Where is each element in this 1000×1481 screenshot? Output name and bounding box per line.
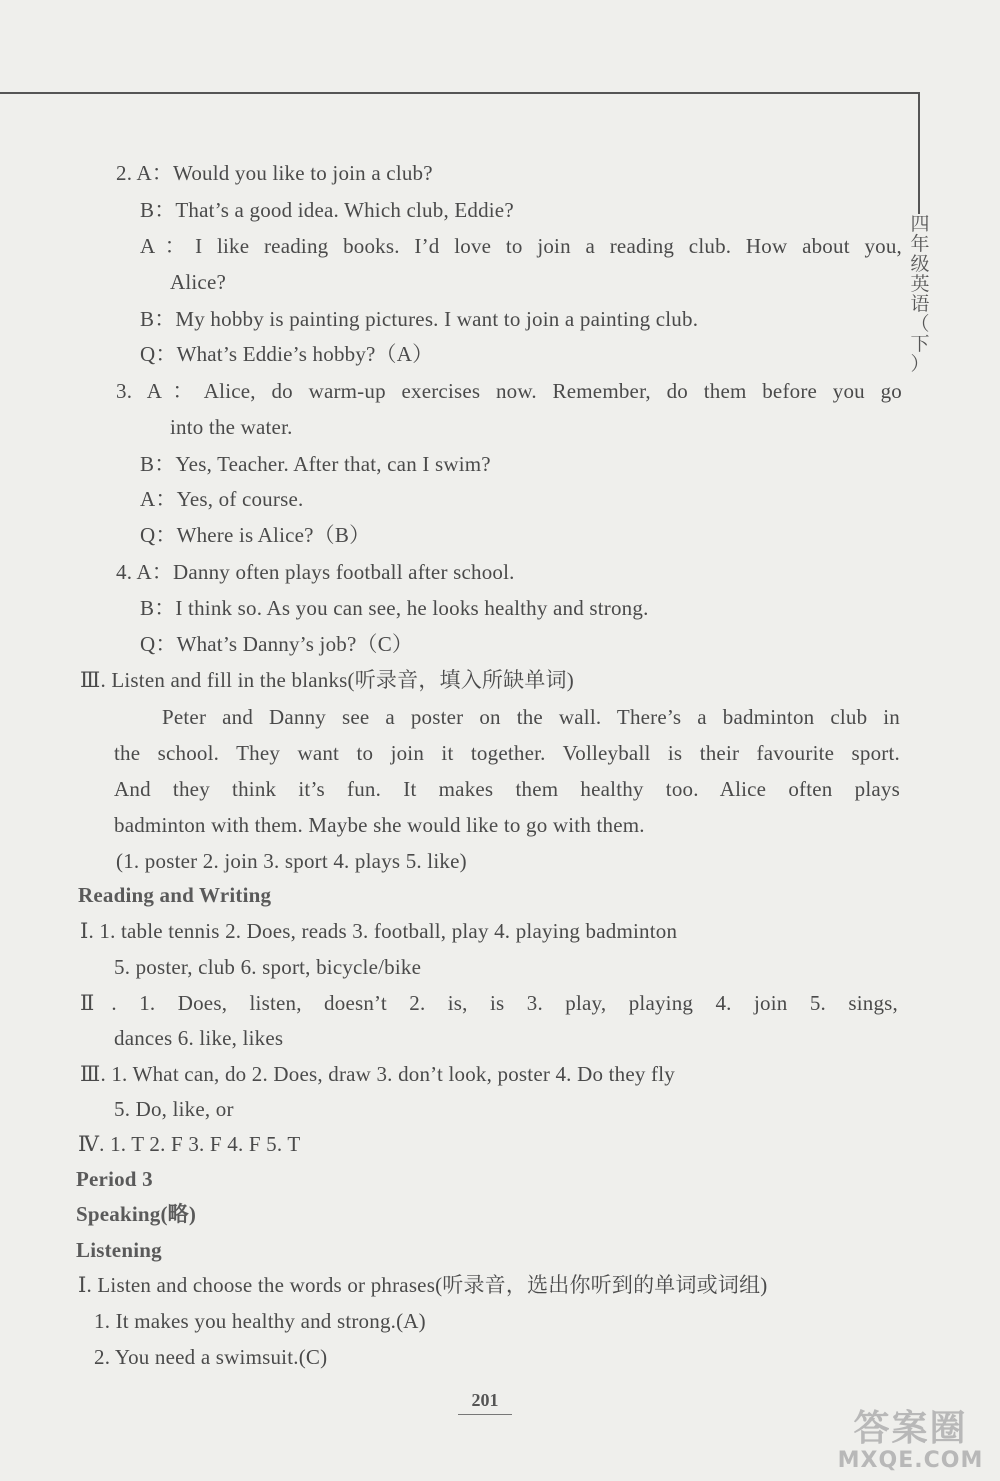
side-title-char: 下	[910, 333, 930, 355]
passage-line: Peter and Danny see a poster on the wall. There’s a badminton club in	[162, 705, 900, 729]
text-line: 4. A：Danny often plays football after school.	[116, 560, 515, 584]
side-title	[905, 214, 935, 374]
text-line: dances 6. like, likes	[114, 1026, 284, 1050]
text-line: 3. A：Alice, do warm-up exercises now. Remember, do them before you go	[116, 379, 902, 403]
text-line: Ⅰ. 1. table tennis 2. Does, reads 3. football, play 4. playing badminton	[80, 919, 678, 943]
text-line: 1. It makes you healthy and strong.(A)	[94, 1309, 426, 1333]
text-line: 5. Do, like, or	[114, 1097, 234, 1121]
text-line: Q：What’s Eddie’s hobby?（A）	[140, 342, 434, 366]
text-line: A：I like reading books. I’d love to join a reading club. How about you,	[140, 234, 902, 258]
text-line: B：That’s a good idea. Which club, Eddie?	[140, 198, 514, 222]
section-heading: Listening	[76, 1238, 162, 1262]
text-line: into the water.	[170, 415, 293, 439]
page-number: 201	[471, 1390, 499, 1410]
text-line: B：Yes, Teacher. After that, can I swim?	[140, 452, 491, 476]
text-line: Q：What’s Danny’s job?（C）	[140, 632, 414, 656]
text-line: B：My hobby is painting pictures. I want to join a painting club.	[140, 307, 699, 331]
watermark-url: MXQE.COM	[837, 1448, 984, 1473]
section-heading: Speaking(略)	[76, 1202, 197, 1226]
side-rule	[918, 92, 920, 214]
page-number-ornament	[458, 1414, 512, 1417]
section-heading: Ⅰ. Listen and choose the words or phrases(听录音，选出你听到的单词或词组)	[78, 1273, 768, 1297]
side-title-char: （	[910, 313, 930, 335]
text-line: Q：Where is Alice?（B）	[140, 523, 371, 547]
section-heading: Reading and Writing	[78, 883, 272, 907]
text-line: Ⅲ. 1. What can, do 2. Does, draw 3. don’t look, poster 4. Do they fly	[80, 1062, 675, 1086]
text-line: 5. poster, club 6. sport, bicycle/bike	[114, 955, 422, 979]
watermark-logo-text: 答案圈	[853, 1408, 968, 1449]
text-line: B：I think so. As you can see, he looks healthy and strong.	[140, 596, 649, 620]
passage-line: the school. They want to join it together. Volleyball is their favourite sport.	[114, 741, 900, 765]
side-title-char: 级	[910, 253, 930, 275]
answer-key-line: (1. poster 2. join 3. sport 4. plays 5. like)	[116, 849, 467, 873]
text-line: Alice?	[170, 270, 226, 294]
side-title-char: 年	[910, 233, 930, 255]
passage-line: And they think it’s fun. It makes them healthy too. Alice often plays	[114, 777, 900, 801]
text-line: 2. A：Would you like to join a club?	[116, 161, 433, 185]
top-rule	[0, 92, 920, 94]
section-heading: Ⅲ. Listen and fill in the blanks(听录音，填入所缺单词)	[80, 668, 574, 692]
watermark	[828, 1400, 993, 1478]
text-line: 2. You need a swimsuit.(C)	[94, 1345, 328, 1369]
text-line: Ⅱ. 1. Does, listen, doesn’t 2. is, is 3. play, playing 4. join 5. sings,	[80, 991, 898, 1015]
side-title-char: 语	[910, 293, 930, 315]
side-title-char: ）	[910, 353, 930, 375]
side-title-char: 四	[910, 213, 930, 235]
text-line: A：Yes, of course.	[140, 487, 304, 511]
section-heading: Period 3	[76, 1167, 153, 1191]
side-title-char: 英	[910, 273, 930, 295]
text-line: Ⅳ. 1. T 2. F 3. F 4. F 5. T	[78, 1132, 301, 1156]
passage-line: badminton with them. Maybe she would like to go with them.	[114, 813, 645, 837]
